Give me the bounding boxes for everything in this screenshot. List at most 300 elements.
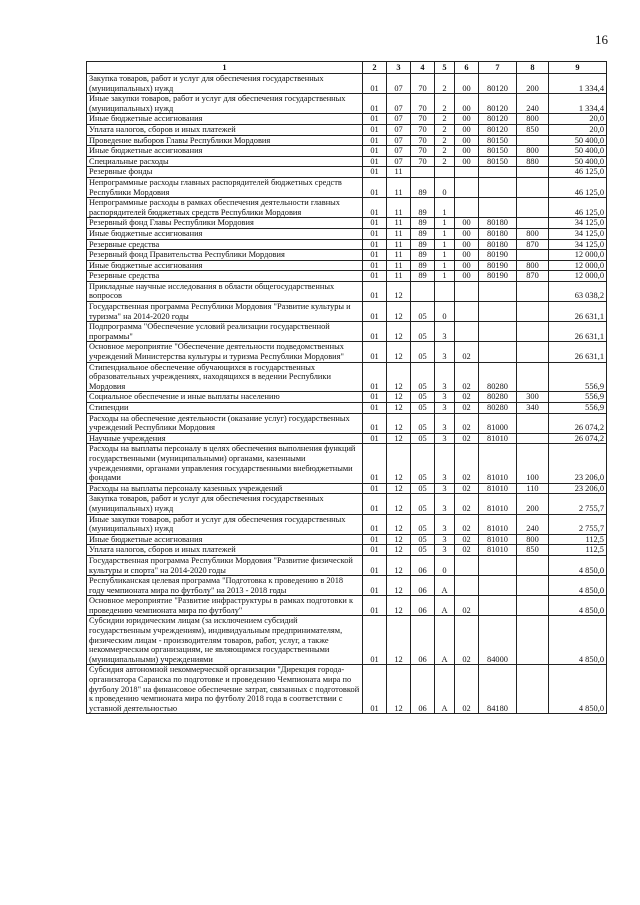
- code-cell: 3: [435, 545, 455, 556]
- code-cell: 89: [411, 271, 435, 282]
- code-cell: 2: [435, 135, 455, 146]
- amount-cell: 34 125,0: [549, 218, 607, 229]
- table-row: [87, 322, 607, 342]
- code-cell: 81010: [479, 494, 517, 514]
- code-cell: [435, 167, 455, 178]
- code-cell: 01: [363, 665, 387, 714]
- amount-cell: 4 850,0: [549, 596, 607, 616]
- code-cell: 07: [387, 146, 411, 157]
- code-cell: 00: [455, 94, 479, 114]
- amount-cell: 4 850,0: [549, 576, 607, 596]
- amount-cell: 46 125,0: [549, 167, 607, 178]
- code-cell: 3: [435, 342, 455, 362]
- amount-cell: 23 206,0: [549, 444, 607, 483]
- code-cell: [517, 362, 549, 392]
- table-row: [87, 483, 607, 494]
- code-cell: 07: [387, 94, 411, 114]
- code-cell: [479, 198, 517, 218]
- code-cell: 01: [363, 413, 387, 433]
- code-cell: 3: [435, 433, 455, 444]
- code-cell: 01: [363, 362, 387, 392]
- amount-cell: 34 125,0: [549, 239, 607, 250]
- code-cell: [517, 218, 549, 229]
- column-header: 5: [435, 62, 455, 74]
- code-cell: 00: [455, 74, 479, 94]
- code-cell: 00: [455, 271, 479, 282]
- code-cell: 01: [363, 576, 387, 596]
- code-cell: 80150: [479, 146, 517, 157]
- code-cell: 12: [387, 413, 411, 433]
- table-row: [87, 281, 607, 301]
- code-cell: [517, 433, 549, 444]
- row-name-cell: Резервные фонды: [87, 167, 363, 178]
- code-cell: [455, 555, 479, 575]
- code-cell: 01: [363, 514, 387, 534]
- code-cell: 12: [387, 483, 411, 494]
- table-row: [87, 124, 607, 135]
- code-cell: 3: [435, 514, 455, 534]
- table-row: [87, 250, 607, 261]
- table-row: [87, 271, 607, 282]
- code-cell: 80180: [479, 228, 517, 239]
- table-row: [87, 545, 607, 556]
- code-cell: 3: [435, 494, 455, 514]
- code-cell: [517, 302, 549, 322]
- code-cell: 12: [387, 342, 411, 362]
- code-cell: 70: [411, 124, 435, 135]
- code-cell: 02: [455, 534, 479, 545]
- code-cell: 00: [455, 124, 479, 135]
- code-cell: 3: [435, 483, 455, 494]
- row-name-cell: Иные бюджетные ассигнования: [87, 146, 363, 157]
- amount-cell: 34 125,0: [549, 228, 607, 239]
- table-row: [87, 167, 607, 178]
- code-cell: 12: [387, 322, 411, 342]
- code-cell: 2: [435, 94, 455, 114]
- code-cell: 80120: [479, 124, 517, 135]
- column-header: 9: [549, 62, 607, 74]
- code-cell: 880: [517, 156, 549, 167]
- amount-cell: 50 400,0: [549, 146, 607, 157]
- code-cell: 02: [455, 362, 479, 392]
- row-name-cell: Иные бюджетные ассигнования: [87, 534, 363, 545]
- code-cell: 06: [411, 596, 435, 616]
- code-cell: 07: [387, 135, 411, 146]
- amount-cell: 12 000,0: [549, 260, 607, 271]
- table-row: [87, 342, 607, 362]
- code-cell: 12: [387, 302, 411, 322]
- row-name-cell: Научные учреждения: [87, 433, 363, 444]
- code-cell: 01: [363, 156, 387, 167]
- amount-cell: 2 755,7: [549, 514, 607, 534]
- amount-cell: 26 074,2: [549, 433, 607, 444]
- row-name-cell: Иные закупки товаров, работ и услуг для обеспечения государственных (муниципальных) нужд: [87, 514, 363, 534]
- code-cell: 11: [387, 228, 411, 239]
- code-cell: 05: [411, 483, 435, 494]
- code-cell: [517, 555, 549, 575]
- code-cell: 80280: [479, 392, 517, 403]
- code-cell: 80280: [479, 403, 517, 414]
- code-cell: 89: [411, 239, 435, 250]
- code-cell: 80190: [479, 250, 517, 261]
- code-cell: 800: [517, 260, 549, 271]
- table-row: [87, 218, 607, 229]
- code-cell: [455, 576, 479, 596]
- code-cell: 11: [387, 271, 411, 282]
- code-cell: 3: [435, 444, 455, 483]
- code-cell: 850: [517, 545, 549, 556]
- amount-cell: 20,0: [549, 124, 607, 135]
- row-name-cell: Субсидия автономной некоммерческой организации "Дирекция города-организатора Саранска по подготовке и проведению Чемпионата мира по футболу 2018" на финансовое обеспечение затрат, связанных с подготовкой к проведению чемпионата мира по футболу 2018 года в соответствии с уставной деятельностью: [87, 665, 363, 714]
- code-cell: 01: [363, 444, 387, 483]
- row-name-cell: Проведение выборов Главы Республики Мордовия: [87, 135, 363, 146]
- code-cell: 12: [387, 362, 411, 392]
- row-name-cell: Закупка товаров, работ и услуг для обеспечения государственных (муниципальных) нужд: [87, 74, 363, 94]
- amount-cell: 63 038,2: [549, 281, 607, 301]
- code-cell: 01: [363, 555, 387, 575]
- code-cell: 00: [455, 146, 479, 157]
- code-cell: 01: [363, 616, 387, 665]
- code-cell: 3: [435, 362, 455, 392]
- code-cell: 240: [517, 94, 549, 114]
- code-cell: 05: [411, 534, 435, 545]
- code-cell: 05: [411, 514, 435, 534]
- row-name-cell: Государственная программа Республики Мордовия "Развитие физической культуры и спорта" на 2014-2020 годы: [87, 555, 363, 575]
- amount-cell: 26 631,1: [549, 322, 607, 342]
- row-name-cell: Резервные средства: [87, 239, 363, 250]
- code-cell: 0: [435, 555, 455, 575]
- code-cell: 01: [363, 392, 387, 403]
- code-cell: [455, 167, 479, 178]
- row-name-cell: Расходы на выплаты персоналу казенных учреждений: [87, 483, 363, 494]
- code-cell: 89: [411, 177, 435, 197]
- table-row: [87, 494, 607, 514]
- code-cell: [517, 198, 549, 218]
- code-cell: [411, 281, 435, 301]
- code-cell: 1: [435, 218, 455, 229]
- row-name-cell: Резервный фонд Главы Республики Мордовия: [87, 218, 363, 229]
- row-name-cell: Прикладные научные исследования в области общегосударственных вопросов: [87, 281, 363, 301]
- row-name-cell: Непрограммные расходы в рамках обеспечения деятельности главных распорядителей бюджетных средств Республики Мордовия: [87, 198, 363, 218]
- code-cell: 01: [363, 342, 387, 362]
- row-name-cell: Расходы на выплаты персоналу в целях обеспечения выполнения функций государственными (муниципальными) органами, казенными учреждениями, органами управления государственными внебюджетными фондами: [87, 444, 363, 483]
- row-name-cell: Республиканская целевая программа "Подготовка к проведению в 2018 году чемпионата мира по футболу" на 2013 - 2018 годы: [87, 576, 363, 596]
- row-name-cell: Государственная программа Республики Мордовия "Развитие культуры и туризма" на 2014-2020 годы: [87, 302, 363, 322]
- code-cell: 3: [435, 534, 455, 545]
- table-row: [87, 576, 607, 596]
- code-cell: 70: [411, 94, 435, 114]
- code-cell: 06: [411, 555, 435, 575]
- code-cell: 12: [387, 534, 411, 545]
- amount-cell: 12 000,0: [549, 250, 607, 261]
- code-cell: 850: [517, 124, 549, 135]
- row-name-cell: Уплата налогов, сборов и иных платежей: [87, 545, 363, 556]
- code-cell: 11: [387, 177, 411, 197]
- code-cell: [517, 167, 549, 178]
- code-cell: 2: [435, 156, 455, 167]
- code-cell: 05: [411, 392, 435, 403]
- code-cell: 01: [363, 94, 387, 114]
- code-cell: 07: [387, 74, 411, 94]
- page-number: 16: [595, 32, 608, 47]
- code-cell: 200: [517, 494, 549, 514]
- code-cell: 2: [435, 146, 455, 157]
- code-cell: 01: [363, 228, 387, 239]
- amount-cell: 46 125,0: [549, 177, 607, 197]
- row-name-cell: Подпрограмма "Обеспечение условий реализации государственной программы": [87, 322, 363, 342]
- code-cell: 0: [435, 302, 455, 322]
- code-cell: [517, 322, 549, 342]
- code-cell: [455, 198, 479, 218]
- code-cell: 01: [363, 494, 387, 514]
- code-cell: 81010: [479, 444, 517, 483]
- code-cell: 05: [411, 413, 435, 433]
- code-cell: 01: [363, 403, 387, 414]
- code-cell: 01: [363, 218, 387, 229]
- code-cell: 00: [455, 260, 479, 271]
- code-cell: А: [435, 576, 455, 596]
- code-cell: 1: [435, 250, 455, 261]
- code-cell: 02: [455, 392, 479, 403]
- code-cell: 70: [411, 156, 435, 167]
- table-row: [87, 177, 607, 197]
- code-cell: 80180: [479, 239, 517, 250]
- code-cell: [479, 322, 517, 342]
- table-row: [87, 444, 607, 483]
- code-cell: А: [435, 596, 455, 616]
- table-row: [87, 433, 607, 444]
- code-cell: 00: [455, 239, 479, 250]
- column-header: 7: [479, 62, 517, 74]
- code-cell: [455, 177, 479, 197]
- code-cell: 12: [387, 665, 411, 714]
- code-cell: 2: [435, 74, 455, 94]
- row-name-cell: Расходы на обеспечение деятельности (оказание услуг) государственных учреждений Республики Мордовия: [87, 413, 363, 433]
- row-name-cell: Резервный фонд Правительства Республики Мордовия: [87, 250, 363, 261]
- code-cell: 01: [363, 146, 387, 157]
- table-row: [87, 239, 607, 250]
- row-name-cell: Основное мероприятие "Развитие инфраструктуры в рамках подготовки к проведению чемпионата мира по футболу": [87, 596, 363, 616]
- row-name-cell: Стипендиальное обеспечение обучающихся в государственных образовательных учреждениях, находящихся в ведении Республики Мордовия: [87, 362, 363, 392]
- code-cell: 01: [363, 177, 387, 197]
- amount-cell: 4 850,0: [549, 555, 607, 575]
- code-cell: 01: [363, 322, 387, 342]
- code-cell: [479, 555, 517, 575]
- code-cell: [479, 167, 517, 178]
- code-cell: 80120: [479, 94, 517, 114]
- code-cell: 89: [411, 250, 435, 261]
- code-cell: 01: [363, 534, 387, 545]
- code-cell: [517, 576, 549, 596]
- code-cell: 1: [435, 239, 455, 250]
- code-cell: [479, 302, 517, 322]
- table-row: [87, 74, 607, 94]
- code-cell: 11: [387, 250, 411, 261]
- row-name-cell: Специальные расходы: [87, 156, 363, 167]
- code-cell: 300: [517, 392, 549, 403]
- code-cell: 06: [411, 665, 435, 714]
- code-cell: [479, 342, 517, 362]
- column-header: 3: [387, 62, 411, 74]
- code-cell: 02: [455, 413, 479, 433]
- table-row: [87, 156, 607, 167]
- code-cell: 12: [387, 616, 411, 665]
- code-cell: [517, 616, 549, 665]
- code-cell: 02: [455, 514, 479, 534]
- code-cell: 02: [455, 545, 479, 556]
- code-cell: 06: [411, 616, 435, 665]
- code-cell: 01: [363, 167, 387, 178]
- row-name-cell: Закупка товаров, работ и услуг для обеспечения государственных (муниципальных) нужд: [87, 494, 363, 514]
- code-cell: [517, 665, 549, 714]
- code-cell: 1: [435, 260, 455, 271]
- code-cell: 12: [387, 555, 411, 575]
- code-cell: 07: [387, 156, 411, 167]
- code-cell: [479, 596, 517, 616]
- amount-cell: 50 400,0: [549, 135, 607, 146]
- code-cell: 11: [387, 260, 411, 271]
- row-name-cell: Резервные средства: [87, 271, 363, 282]
- code-cell: 00: [455, 228, 479, 239]
- code-cell: 01: [363, 260, 387, 271]
- code-cell: 800: [517, 146, 549, 157]
- code-cell: 70: [411, 74, 435, 94]
- code-cell: 02: [455, 616, 479, 665]
- code-cell: [411, 167, 435, 178]
- code-cell: 01: [363, 239, 387, 250]
- code-cell: 81010: [479, 483, 517, 494]
- code-cell: 00: [455, 156, 479, 167]
- code-cell: 05: [411, 322, 435, 342]
- amount-cell: 556,9: [549, 392, 607, 403]
- code-cell: 100: [517, 444, 549, 483]
- code-cell: 05: [411, 362, 435, 392]
- header-row: [87, 62, 607, 74]
- table-row: [87, 514, 607, 534]
- table-row: [87, 596, 607, 616]
- table-row: [87, 260, 607, 271]
- amount-cell: 26 631,1: [549, 302, 607, 322]
- amount-cell: 1 334,4: [549, 94, 607, 114]
- code-cell: 80180: [479, 218, 517, 229]
- code-cell: 11: [387, 239, 411, 250]
- table-row: [87, 94, 607, 114]
- amount-cell: 112,5: [549, 534, 607, 545]
- code-cell: 01: [363, 483, 387, 494]
- amount-cell: 23 206,0: [549, 483, 607, 494]
- code-cell: 3: [435, 403, 455, 414]
- table-row: [87, 135, 607, 146]
- code-cell: 00: [455, 135, 479, 146]
- code-cell: 89: [411, 260, 435, 271]
- code-cell: 80120: [479, 74, 517, 94]
- row-name-cell: Иные закупки товаров, работ и услуг для обеспечения государственных (муниципальных) нужд: [87, 94, 363, 114]
- code-cell: [455, 281, 479, 301]
- table-row: [87, 302, 607, 322]
- code-cell: 02: [455, 665, 479, 714]
- code-cell: 02: [455, 483, 479, 494]
- amount-cell: 4 850,0: [549, 616, 607, 665]
- code-cell: 800: [517, 114, 549, 125]
- code-cell: 84180: [479, 665, 517, 714]
- code-cell: [517, 281, 549, 301]
- code-cell: 89: [411, 218, 435, 229]
- code-cell: А: [435, 665, 455, 714]
- budget-table: [86, 61, 607, 714]
- amount-cell: 12 000,0: [549, 271, 607, 282]
- amount-cell: 4 850,0: [549, 665, 607, 714]
- code-cell: 01: [363, 596, 387, 616]
- code-cell: 240: [517, 514, 549, 534]
- code-cell: 80190: [479, 260, 517, 271]
- amount-cell: 26 074,2: [549, 413, 607, 433]
- code-cell: 02: [455, 444, 479, 483]
- code-cell: 80120: [479, 114, 517, 125]
- code-cell: 89: [411, 228, 435, 239]
- code-cell: 80150: [479, 135, 517, 146]
- code-cell: 01: [363, 198, 387, 218]
- code-cell: 70: [411, 146, 435, 157]
- row-name-cell: Непрограммные расходы главных распорядителей бюджетных средств Республики Мордовия: [87, 177, 363, 197]
- code-cell: 01: [363, 302, 387, 322]
- code-cell: 02: [455, 342, 479, 362]
- table-row: [87, 413, 607, 433]
- code-cell: 01: [363, 545, 387, 556]
- row-name-cell: Иные бюджетные ассигнования: [87, 260, 363, 271]
- code-cell: 07: [387, 124, 411, 135]
- code-cell: 01: [363, 433, 387, 444]
- code-cell: 3: [435, 322, 455, 342]
- code-cell: 81000: [479, 413, 517, 433]
- code-cell: 2: [435, 114, 455, 125]
- table-row: [87, 555, 607, 575]
- code-cell: 80150: [479, 156, 517, 167]
- column-header: 6: [455, 62, 479, 74]
- table-body: [87, 74, 607, 714]
- code-cell: 00: [455, 114, 479, 125]
- code-cell: 01: [363, 124, 387, 135]
- column-header: 2: [363, 62, 387, 74]
- code-cell: 02: [455, 433, 479, 444]
- code-cell: [479, 576, 517, 596]
- code-cell: 1: [435, 198, 455, 218]
- code-cell: 01: [363, 74, 387, 94]
- table-row: [87, 403, 607, 414]
- table-row: [87, 616, 607, 665]
- code-cell: 2: [435, 124, 455, 135]
- code-cell: [479, 177, 517, 197]
- amount-cell: 2 755,7: [549, 494, 607, 514]
- code-cell: 340: [517, 403, 549, 414]
- code-cell: 00: [455, 218, 479, 229]
- code-cell: [517, 342, 549, 362]
- code-cell: 11: [387, 167, 411, 178]
- table-row: [87, 392, 607, 403]
- code-cell: 12: [387, 545, 411, 556]
- code-cell: 02: [455, 494, 479, 514]
- code-cell: [479, 281, 517, 301]
- amount-cell: 1 334,4: [549, 74, 607, 94]
- code-cell: 06: [411, 576, 435, 596]
- code-cell: [517, 250, 549, 261]
- code-cell: 12: [387, 433, 411, 444]
- table-row: [87, 114, 607, 125]
- row-name-cell: Субсидии юридическим лицам (за исключением субсидий государственным учреждениям), индивидуальным предпринимателям, физическим лицам - производителям товаров, работ, услуг, а также некоммерческим организациям, не являющимся государственными (муниципальными) учреждениями: [87, 616, 363, 665]
- code-cell: 0: [435, 177, 455, 197]
- table-row: [87, 228, 607, 239]
- amount-cell: 112,5: [549, 545, 607, 556]
- code-cell: 11: [387, 198, 411, 218]
